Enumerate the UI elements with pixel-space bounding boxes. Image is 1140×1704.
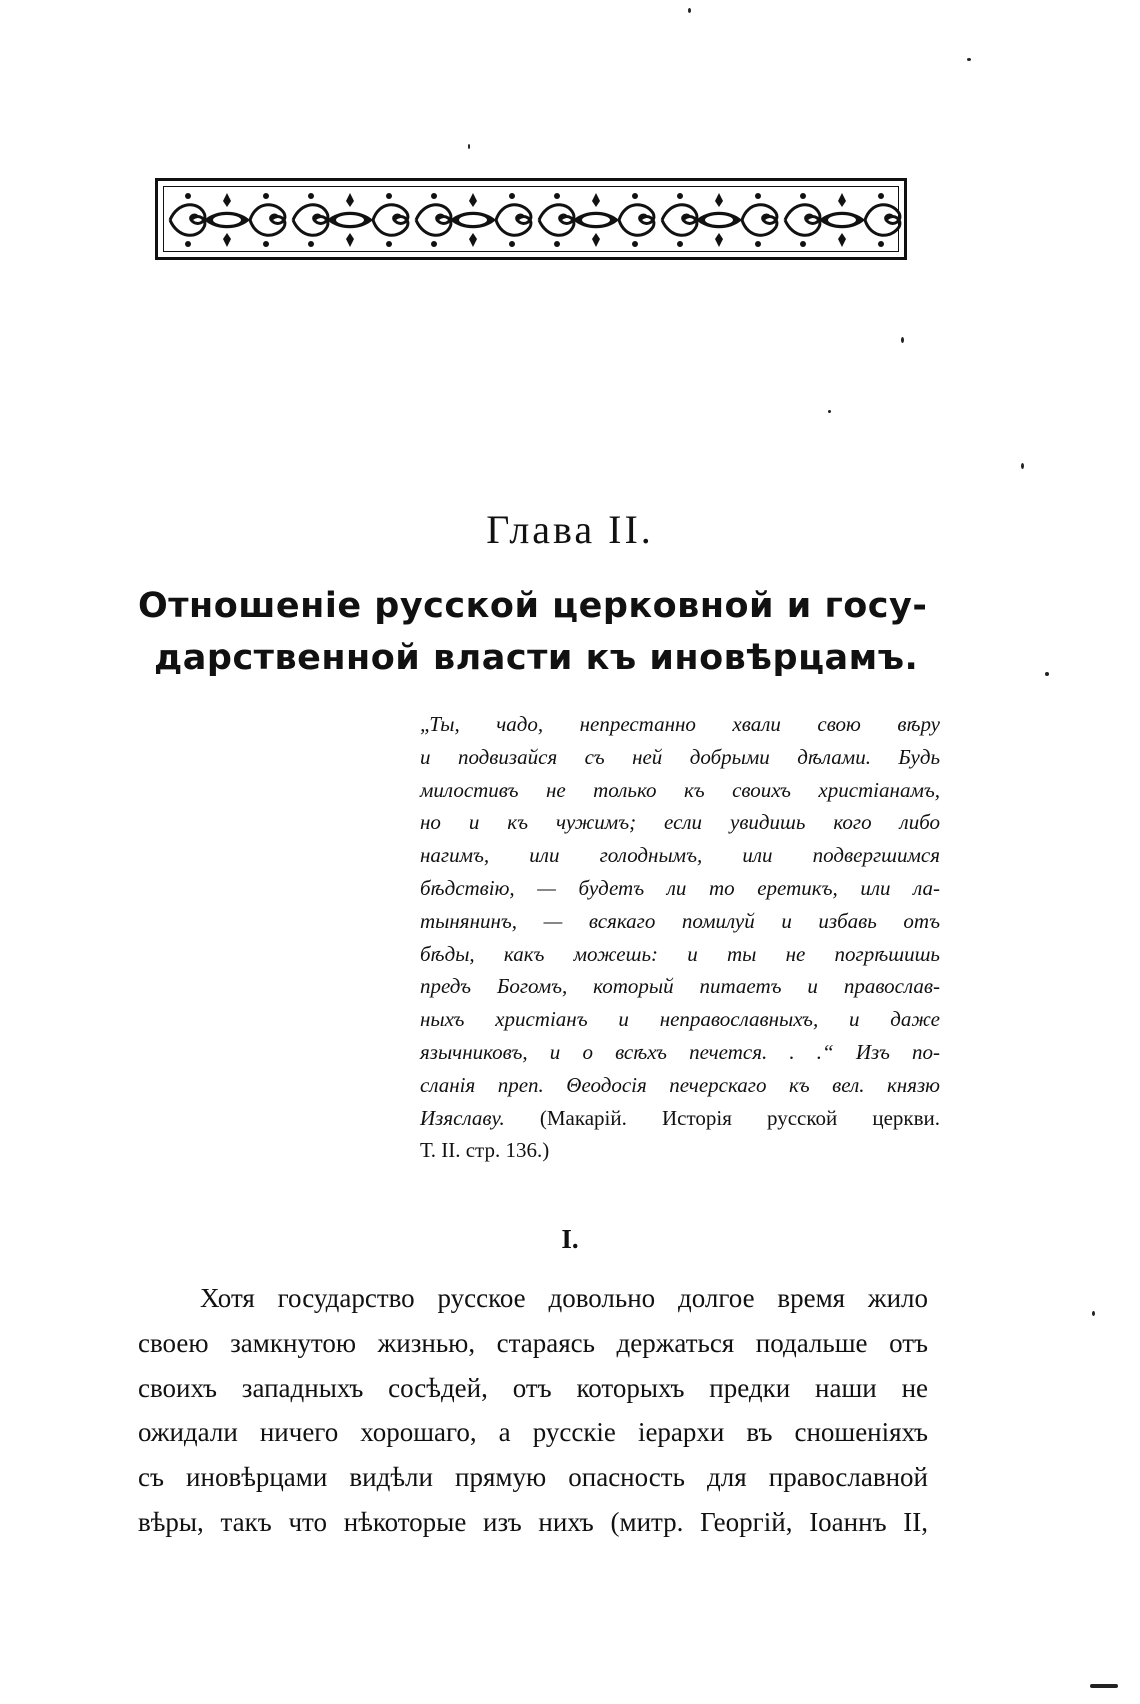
- print-speck: [1092, 1311, 1095, 1316]
- print-speck: [967, 58, 971, 61]
- title-line: дарственной власти къ иновѣрцамъ.: [154, 638, 919, 678]
- chapter-heading: Глава II.: [486, 507, 654, 552]
- print-speck: [1090, 1684, 1118, 1688]
- epigraph-line: нагимъ, или голоднымъ, или подвергшимся: [420, 843, 940, 868]
- epigraph-line: „Ты, чадо, непрестанно хвали свою вѣру: [420, 712, 940, 736]
- epigraph-source-last: Т. II. стр. 136.): [420, 1138, 550, 1163]
- epigraph-line: бѣдствію, — будетъ ли то еретикъ, или ла-: [420, 875, 940, 900]
- epigraph-line: предъ Богомъ, который питаетъ и православ-: [420, 974, 940, 999]
- print-speck: [901, 337, 904, 343]
- body-paragraph: [138, 1276, 928, 1545]
- print-speck: [688, 8, 691, 13]
- print-speck: [468, 144, 470, 149]
- body-line: съ иновѣрцами видѣли прямую опасность для православной: [138, 1462, 928, 1493]
- epigraph-line: и подвизайся съ ней добрыми дѣлами. Будь: [420, 744, 940, 769]
- body-line: своею замкнутою жизнью, стараясь держаться подальше отъ: [138, 1327, 928, 1358]
- epigraph-line: ныхъ христіанъ и неправославныхъ, и даже: [420, 1007, 940, 1032]
- body-line: вѣры, такъ что нѣкоторые изъ нихъ (митр. Георгій, Іоаннъ II,: [138, 1506, 928, 1537]
- print-speck: [1045, 672, 1049, 676]
- body-line: ожидали ничего хорошаго, а русскіе іерархи въ сношеніяхъ: [138, 1417, 928, 1448]
- body-line: своихъ западныхъ сосѣдей, отъ которыхъ предки наши не: [138, 1372, 928, 1403]
- epigraph-line: но и къ чужимъ; если увидишь кого либо: [420, 810, 940, 835]
- ornamental-headpiece: [155, 178, 907, 260]
- print-speck: [1021, 463, 1024, 469]
- epigraph-line: бѣды, какъ можешь: и ты не погрѣшишь: [420, 941, 940, 966]
- chapter-title: [138, 580, 928, 684]
- epigraph-line: милостивъ не только къ своихъ христіанамъ,: [420, 777, 940, 802]
- epigraph: [420, 708, 940, 1167]
- epigraph-source-italic: Изяславу.: [420, 1105, 505, 1130]
- print-speck: [828, 410, 831, 413]
- epigraph-source-citation: (Макарій. Исторія русской церкви.: [539, 1105, 940, 1130]
- scroll-ornament-icon: [164, 187, 903, 253]
- section-number: I.: [561, 1224, 579, 1254]
- epigraph-line: язычниковъ, и о всѣхъ печется. . .“ Изъ по-: [420, 1039, 940, 1064]
- epigraph-line: сланія преп. Θеодосія печерскаго къ вел. князю: [420, 1072, 940, 1097]
- headpiece-frame: [163, 186, 899, 252]
- epigraph-source-line: [420, 1102, 940, 1135]
- body-line: Хотя государство русское довольно долгое время жило: [200, 1283, 928, 1313]
- epigraph-line: тынянинъ, — всякаго помилуй и избавь отъ: [420, 908, 940, 933]
- title-line: Отношеніе русской церковной и госу-: [138, 586, 928, 626]
